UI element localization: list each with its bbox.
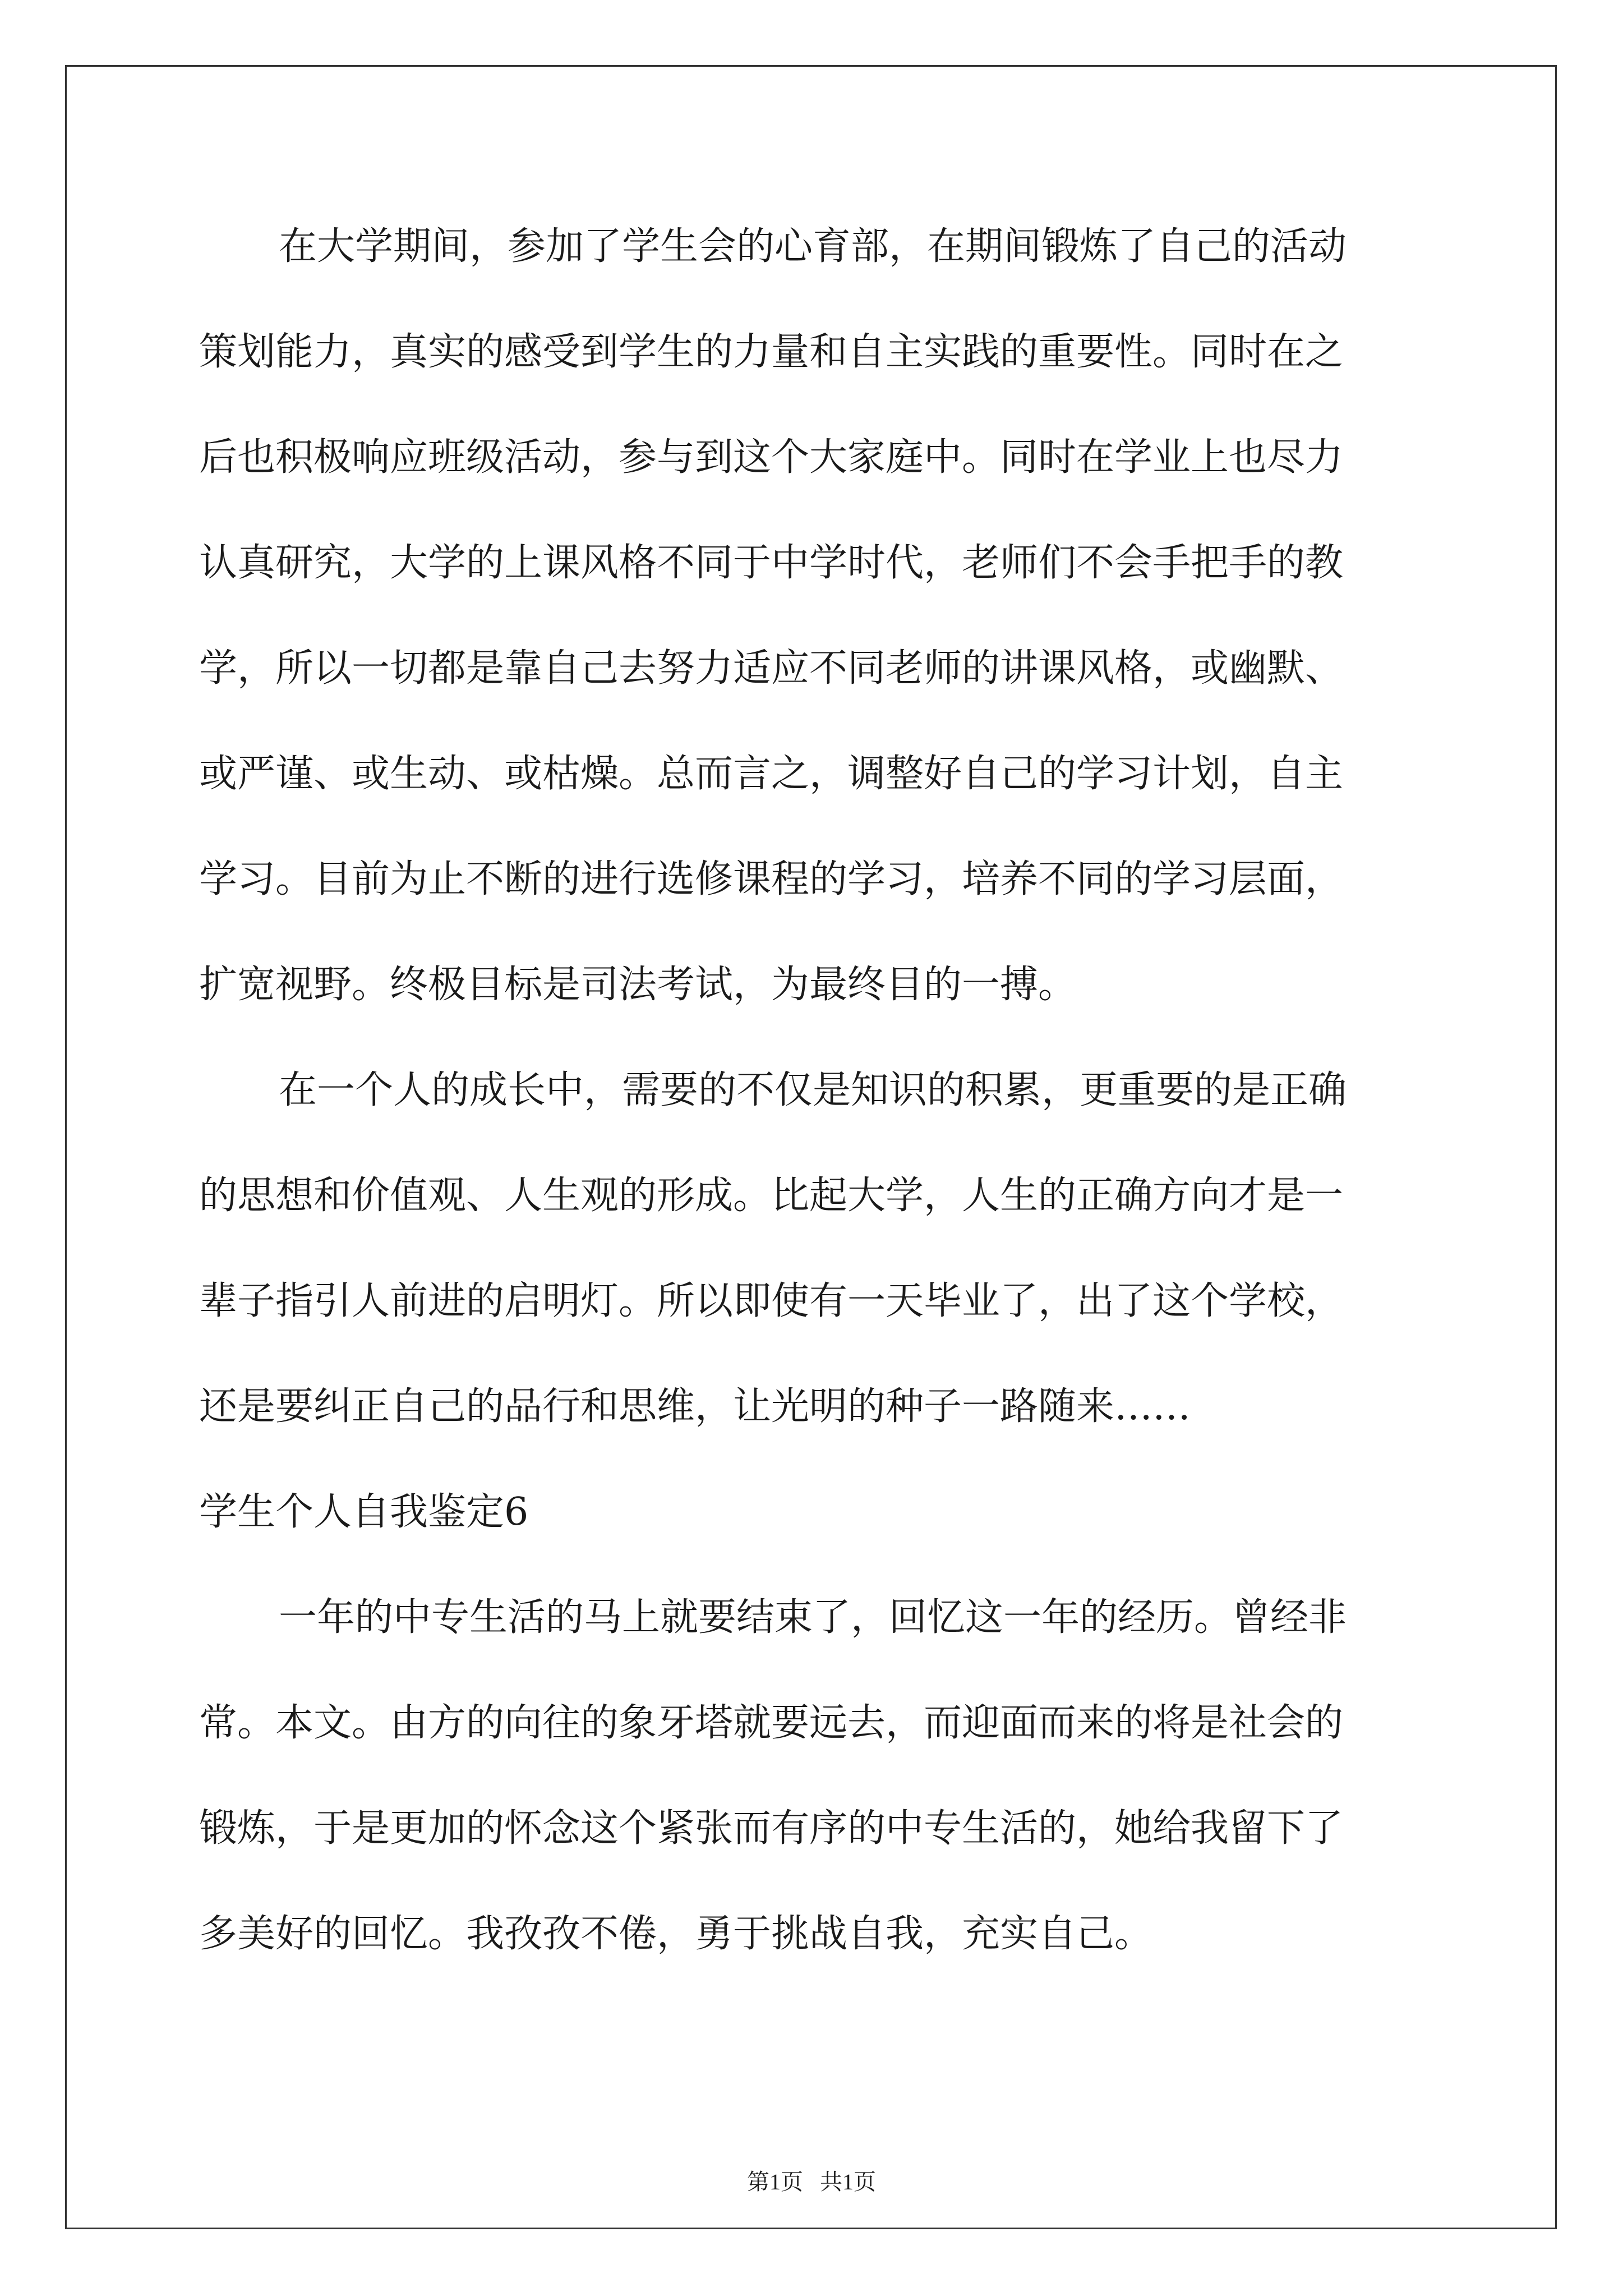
paragraph-1-line-5: 学，所以一切都是靠自己去努力适应不同老师的讲课风格，或幽默、 bbox=[199, 646, 1344, 691]
paragraph-3-line-4: 多美好的回忆。我孜孜不倦，勇于挑战自我，充实自己。 bbox=[199, 1912, 1153, 1956]
paragraph-1-line-2: 策划能力，真实的感受到学生的力量和自主实践的重要性。同时在之 bbox=[199, 330, 1344, 374]
paragraph-3-line-3: 锻炼，于是更加的怀念这个紧张而有序的中专生活的，她给我留下了 bbox=[199, 1806, 1344, 1851]
paragraph-1-line-4: 认真研究，大学的上课风格不同于中学时代，老师们不会手把手的教 bbox=[199, 541, 1344, 585]
paragraph-2-line-4: 还是要纠正自己的品行和思维，让光明的种子一路随来…… bbox=[199, 1384, 1191, 1429]
page-number-footer: 第1页 共1页 bbox=[747, 2169, 876, 2194]
paragraph-2-line-2: 的思想和价值观、人生观的形成。比起大学，人生的正确方向才是一 bbox=[199, 1174, 1344, 1218]
paragraph-1-line-3: 后也积极响应班级活动，参与到这个大家庭中。同时在学业上也尽力 bbox=[199, 435, 1344, 480]
paragraph-1-line-7: 学习。目前为止不断的进行选修课程的学习，培养不同的学习层面， bbox=[199, 857, 1344, 901]
paragraph-1-line-6: 或严谨、或生动、或枯燥。总而言之，调整好自己的学习计划，自主 bbox=[199, 752, 1344, 796]
paragraph-3-line-2: 常。本文。由方的向往的象牙塔就要远去，而迎面而来的将是社会的 bbox=[199, 1701, 1344, 1745]
paragraph-2-line-3: 辈子指引人前进的启明灯。所以即使有一天毕业了，出了这个学校， bbox=[199, 1279, 1344, 1323]
paragraph-1-line-8: 扩宽视野。终极目标是司法考试，为最终目的一搏。 bbox=[199, 963, 1077, 1007]
section-heading: 学生个人自我鉴定6 bbox=[199, 1490, 529, 1534]
paragraph-1-line-1: 在大学期间，参加了学生会的心育部，在期间锻炼了自己的活动 bbox=[279, 224, 1347, 269]
page-border bbox=[65, 65, 1557, 2229]
paragraph-3-line-1: 一年的中专生活的马上就要结束了，回忆这一年的经历。曾经非 bbox=[279, 1595, 1347, 1640]
paragraph-2-line-1: 在一个人的成长中，需要的不仅是知识的积累，更重要的是正确 bbox=[279, 1068, 1347, 1112]
